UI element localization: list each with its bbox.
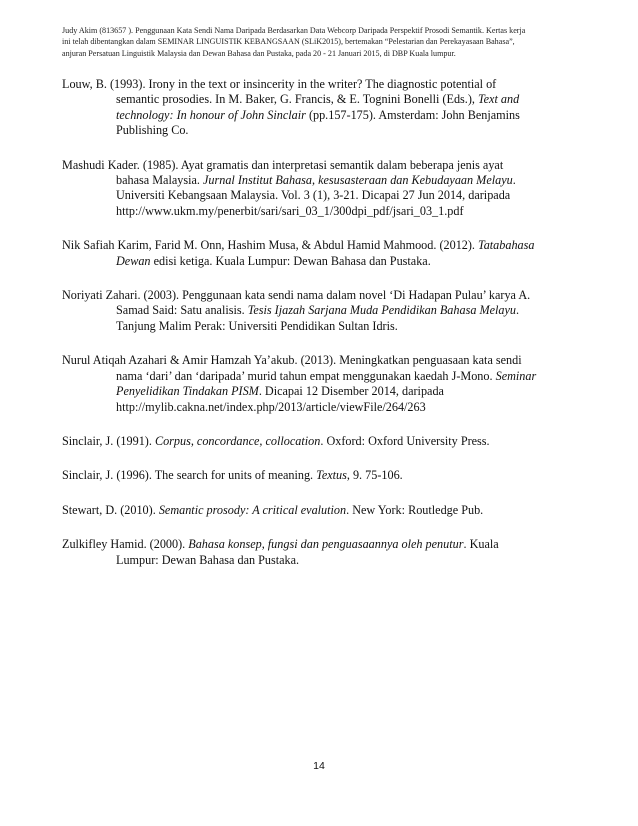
reference-title-segment: Textus xyxy=(316,468,347,483)
reference-line xyxy=(62,204,602,219)
reference-title-segment: Bahasa konsep, fungsi dan penguasaannya oleh penutur xyxy=(188,537,464,552)
reference-line xyxy=(62,238,602,253)
reference-title-segment: Dewan xyxy=(116,253,151,268)
reference-line xyxy=(62,303,602,318)
reference-line xyxy=(62,319,602,334)
reference-text-segment: Tanjung Malim Perak: Universiti Pendidikan Sultan Idris. xyxy=(116,318,398,333)
reference-text-segment: Sinclair, J. (1991). xyxy=(62,433,155,448)
reference-list xyxy=(62,77,602,587)
reference-text-segment: Noriyati Zahari. (2003). Penggunaan kata sendi nama dalam novel ‘Di Hadapan Pulau’ karya A. xyxy=(62,288,531,303)
running-header xyxy=(62,25,562,59)
reference-line xyxy=(62,108,602,123)
reference-line xyxy=(62,553,602,568)
reference-line xyxy=(62,537,602,552)
reference-text-segment: edisi ketiga. Kuala Lumpur: Dewan Bahasa dan Pustaka. xyxy=(150,253,431,268)
reference-entry xyxy=(62,434,602,449)
reference-line xyxy=(62,123,602,138)
reference-text-segment: Lumpur: Dewan Bahasa dan Pustaka. xyxy=(116,552,300,567)
reference-line xyxy=(62,353,602,368)
reference-text-segment: Zulkifley Hamid. (2000). xyxy=(62,537,189,552)
reference-text-segment: http://mylib.cakna.net/index.php/2013/article/viewFile/264/263 xyxy=(116,399,426,414)
reference-line xyxy=(62,400,602,415)
header-line: ini telah dibentangkan dalam SEMINAR LINGUISTIK KEBANGSAAN (SLiK2015), bertemakan “Pelestarian dan Perekayasaan Bahasa”, xyxy=(62,37,515,47)
reference-line xyxy=(62,434,602,449)
reference-line xyxy=(62,158,602,173)
reference-line xyxy=(62,369,602,384)
reference-entry xyxy=(62,353,602,415)
reference-entry xyxy=(62,537,602,568)
reference-line xyxy=(62,288,602,303)
reference-text-segment: Stewart, D. (2010). xyxy=(62,502,159,517)
reference-text-segment: Samad Said: Satu analisis. xyxy=(116,303,248,318)
reference-text-segment: . xyxy=(516,303,520,318)
reference-text-segment: Mashudi Kader. (1985). Ayat gramatis dan interpretasi semantik dalam beberapa jenis ayat xyxy=(62,157,504,172)
reference-text-segment: , 9. 75-106. xyxy=(346,468,403,483)
reference-entry xyxy=(62,77,602,139)
reference-text-segment: Nurul Atiqah Azahari & Amir Hamzah Ya’akub. (2013). Meningkatkan penguasaan kata sendi xyxy=(62,353,522,368)
reference-text-segment: . Kuala xyxy=(463,537,499,552)
reference-title-segment: Corpus, concordance, collocation xyxy=(154,433,321,448)
reference-line xyxy=(62,92,602,107)
reference-line xyxy=(62,173,602,188)
reference-line xyxy=(62,254,602,269)
header-line: anjuran Persatuan Linguistik Malaysia dan Dewan Bahasa dan Pustaka, pada 20 - 21 Januari 2015, di DBP Kuala lumpur. xyxy=(62,48,456,58)
reference-entry xyxy=(62,158,602,220)
reference-title-segment: Tesis Ijazah Sarjana Muda Pendidikan Bahasa Melayu xyxy=(247,303,517,318)
reference-title-segment: Seminar xyxy=(495,368,537,383)
reference-title-segment: Jurnal Institut Bahasa, kesusasteraan dan Kebudayaan Melayu xyxy=(202,173,513,188)
reference-text-segment: http://www.ukm.my/penerbit/sari/sari_03_1/300dpi_pdf/jsari_03_1.pdf xyxy=(116,203,464,218)
reference-text-segment: bahasa Malaysia. xyxy=(116,173,203,188)
reference-entry xyxy=(62,288,602,334)
reference-text-segment: . New York: Routledge Pub. xyxy=(346,502,484,517)
reference-text-segment: semantic prosodies. In M. Baker, G. Francis, & E. Tognini Bonelli (Eds.), xyxy=(116,92,478,107)
reference-text-segment: nama ‘dari’ dan ‘daripada’ murid tahun empat menggunakan kaedah J-Mono. xyxy=(116,368,496,383)
reference-title-segment: Semantic prosody: A critical evalution xyxy=(158,502,347,517)
reference-entry xyxy=(62,503,602,518)
reference-line xyxy=(62,503,602,518)
reference-title-segment: Penyelidikan Tindakan PISM xyxy=(116,384,259,399)
reference-line xyxy=(62,384,602,399)
reference-text-segment: . Dicapai 12 Disember 2014, daripada xyxy=(258,384,444,399)
page-number: 14 xyxy=(313,760,325,772)
reference-title-segment: Tatabahasa xyxy=(478,238,535,253)
reference-entry xyxy=(62,468,602,483)
reference-line xyxy=(62,188,602,203)
reference-title-segment: Text and xyxy=(477,92,520,107)
reference-line xyxy=(62,468,602,483)
reference-text-segment: Publishing Co. xyxy=(116,123,189,138)
reference-text-segment: . Oxford: Oxford University Press. xyxy=(320,433,490,448)
reference-text-segment: Louw, B. (1993). Irony in the text or insincerity in the writer? The diagnostic potential of xyxy=(62,77,497,91)
reference-line xyxy=(62,77,602,92)
reference-text-segment: (pp.157-175). Amsterdam: John Benjamins xyxy=(305,107,520,122)
reference-text-segment: Sinclair, J. (1996). The search for units of meaning. xyxy=(62,468,317,483)
reference-text-segment: . xyxy=(512,173,516,188)
reference-text-segment: Nik Safiah Karim, Farid M. Onn, Hashim Musa, & Abdul Hamid Mahmood. (2012). xyxy=(62,238,479,253)
reference-text-segment: Universiti Kebangsaan Malaysia. Vol. 3 (1), 3-21. Dicapai 27 Jun 2014, daripada xyxy=(116,188,511,203)
reference-title-segment: technology: In honour of John Sinclair xyxy=(116,107,306,122)
reference-entry xyxy=(62,238,602,269)
header-line: Judy Akim (813657 ). Penggunaan Kata Sendi Nama Daripada Berdasarkan Data Webcorp Daripada Perspektif Prosodi Semantik. Kertas kerja xyxy=(62,26,526,35)
